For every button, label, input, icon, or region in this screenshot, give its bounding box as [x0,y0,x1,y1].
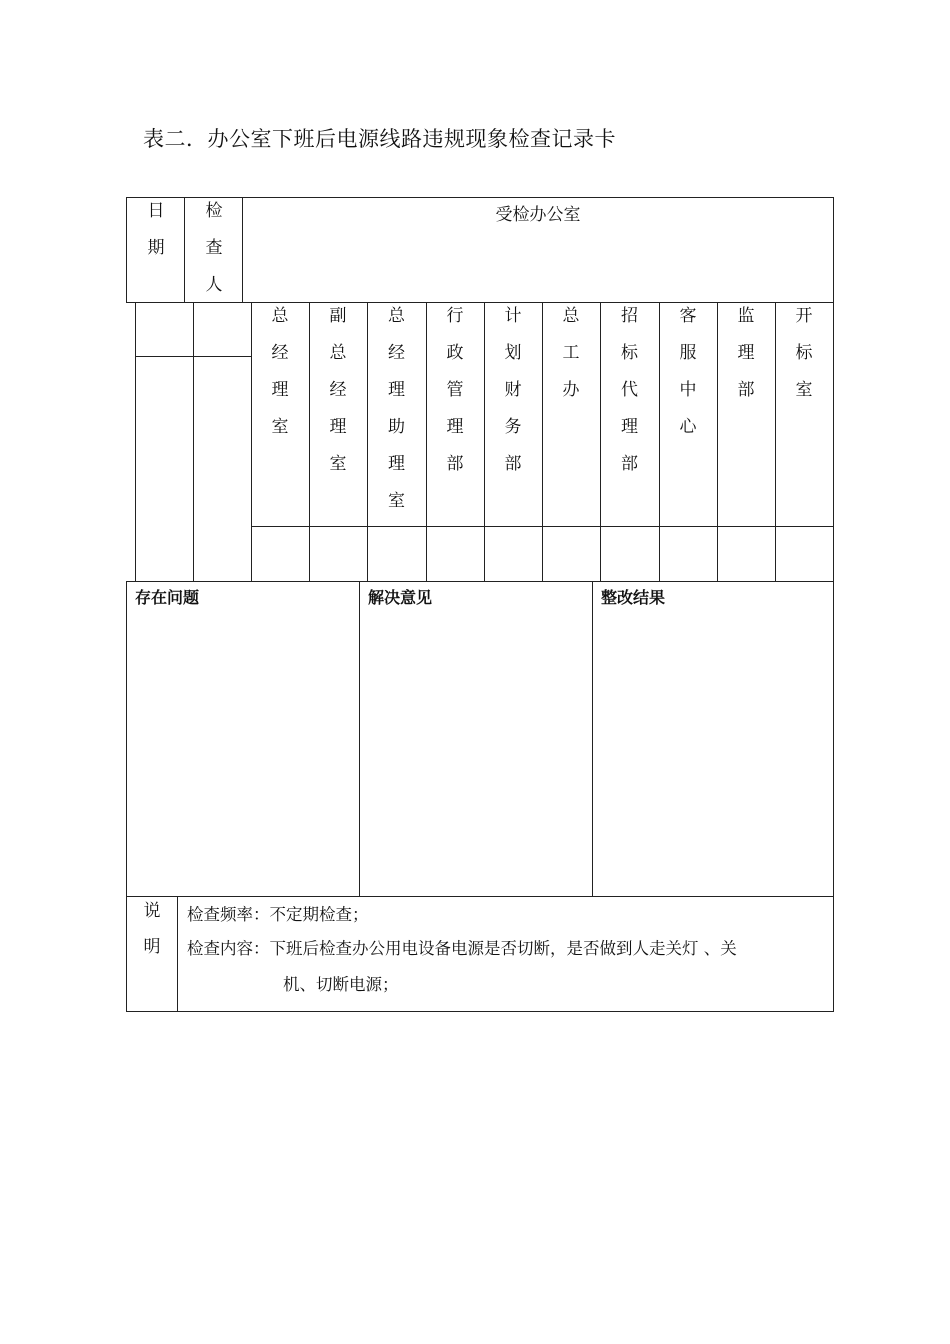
header-divider-date [184,197,185,302]
notes-label-divider [177,896,178,1011]
office-column-header [600,298,659,483]
office-column-header [775,298,833,409]
office-name-char: 务 [504,417,522,437]
office-column-header [542,298,600,409]
office-name-char: 室 [388,491,405,511]
office-name-char: 标 [795,343,813,363]
table-border-bottom [126,1011,834,1012]
sections-top-border [126,581,834,582]
results-header: 整改结果 [601,588,666,607]
office-name-char: 代 [621,380,638,400]
office-column-header [426,298,484,483]
office-name-char: 财 [504,380,522,400]
table-border-top [126,197,834,198]
office-name-char: 标 [621,343,638,363]
date-header [141,193,171,267]
office-column-header [251,298,309,446]
office-name-char: 经 [329,380,347,400]
office-name-char: 政 [446,343,464,363]
office-name-char: 理 [271,380,289,400]
notes-label-char: 说 [143,901,161,921]
section-divider [592,581,593,896]
inspector-header-char: 查 [205,238,223,258]
office-name-char: 总 [329,343,347,363]
office-name-char: 办 [562,380,580,400]
office-name-char: 监 [737,306,755,326]
office-column-header [367,298,426,520]
notes-frequency: 检查频率：不定期检查； [187,905,369,924]
inspector-header-char: 检 [205,201,223,221]
section-divider [359,581,360,896]
office-name-char: 招 [621,306,638,326]
grid-divider [193,302,194,581]
office-name-char: 划 [504,343,522,363]
office-name-char: 室 [795,380,813,400]
table-right-border-lower [833,581,834,1012]
office-name-char: 经 [388,343,405,363]
office-name-char: 理 [329,417,347,437]
office-name-char: 理 [737,343,755,363]
notes-content-continued: 机、切断电源； [283,975,399,994]
inspector-header-char: 人 [205,275,223,295]
office-name-char: 计 [504,306,522,326]
office-name-char: 助 [388,417,405,437]
notes-label-char: 明 [143,937,161,957]
office-name-char: 服 [679,343,697,363]
office-name-char: 理 [446,417,464,437]
office-name-char: 副 [329,306,347,326]
office-name-char: 总 [271,306,289,326]
office-name-char: 总 [562,306,580,326]
inspected-offices-header: 受检办公室 [495,205,581,225]
office-name-char: 开 [795,306,813,326]
office-name-char: 室 [329,454,347,474]
table-left-border-lower [126,581,127,1012]
header-left-border [126,197,127,302]
inspector-header [199,193,229,304]
office-name-char: 理 [388,454,405,474]
office-column-header [309,298,367,483]
notes-top-border [126,896,834,897]
notes-content: 检查内容：下班后检查办公用电设备电源是否切断，是否做到人走关灯 、关 [187,939,737,958]
office-name-char: 工 [562,343,580,363]
office-column-header [717,298,775,409]
problems-header: 存在问题 [135,588,200,607]
date-header-char: 期 [147,238,165,258]
table-right-border-upper [833,197,834,582]
office-name-char: 总 [388,306,405,326]
office-name-char: 行 [446,306,464,326]
office-name-char: 理 [621,417,638,437]
office-name-char: 心 [679,417,697,437]
office-name-char: 部 [504,454,522,474]
date-header-char: 日 [147,201,165,221]
office-name-char: 部 [737,380,755,400]
document-title: 表二．办公室下班后电源线路违规现象检查记录卡 [143,127,616,151]
office-name-char: 室 [271,417,289,437]
office-name-char: 部 [621,454,638,474]
solutions-header: 解决意见 [368,588,433,607]
office-name-char: 管 [446,380,464,400]
grid-left-border [135,302,136,581]
office-name-char: 理 [388,380,405,400]
office-column-header [484,298,542,483]
office-name-char: 中 [679,380,697,400]
office-column-header [659,298,717,446]
office-name-char: 经 [271,343,289,363]
notes-label [137,893,167,965]
office-name-char: 客 [679,306,697,326]
office-name-char: 部 [446,454,464,474]
